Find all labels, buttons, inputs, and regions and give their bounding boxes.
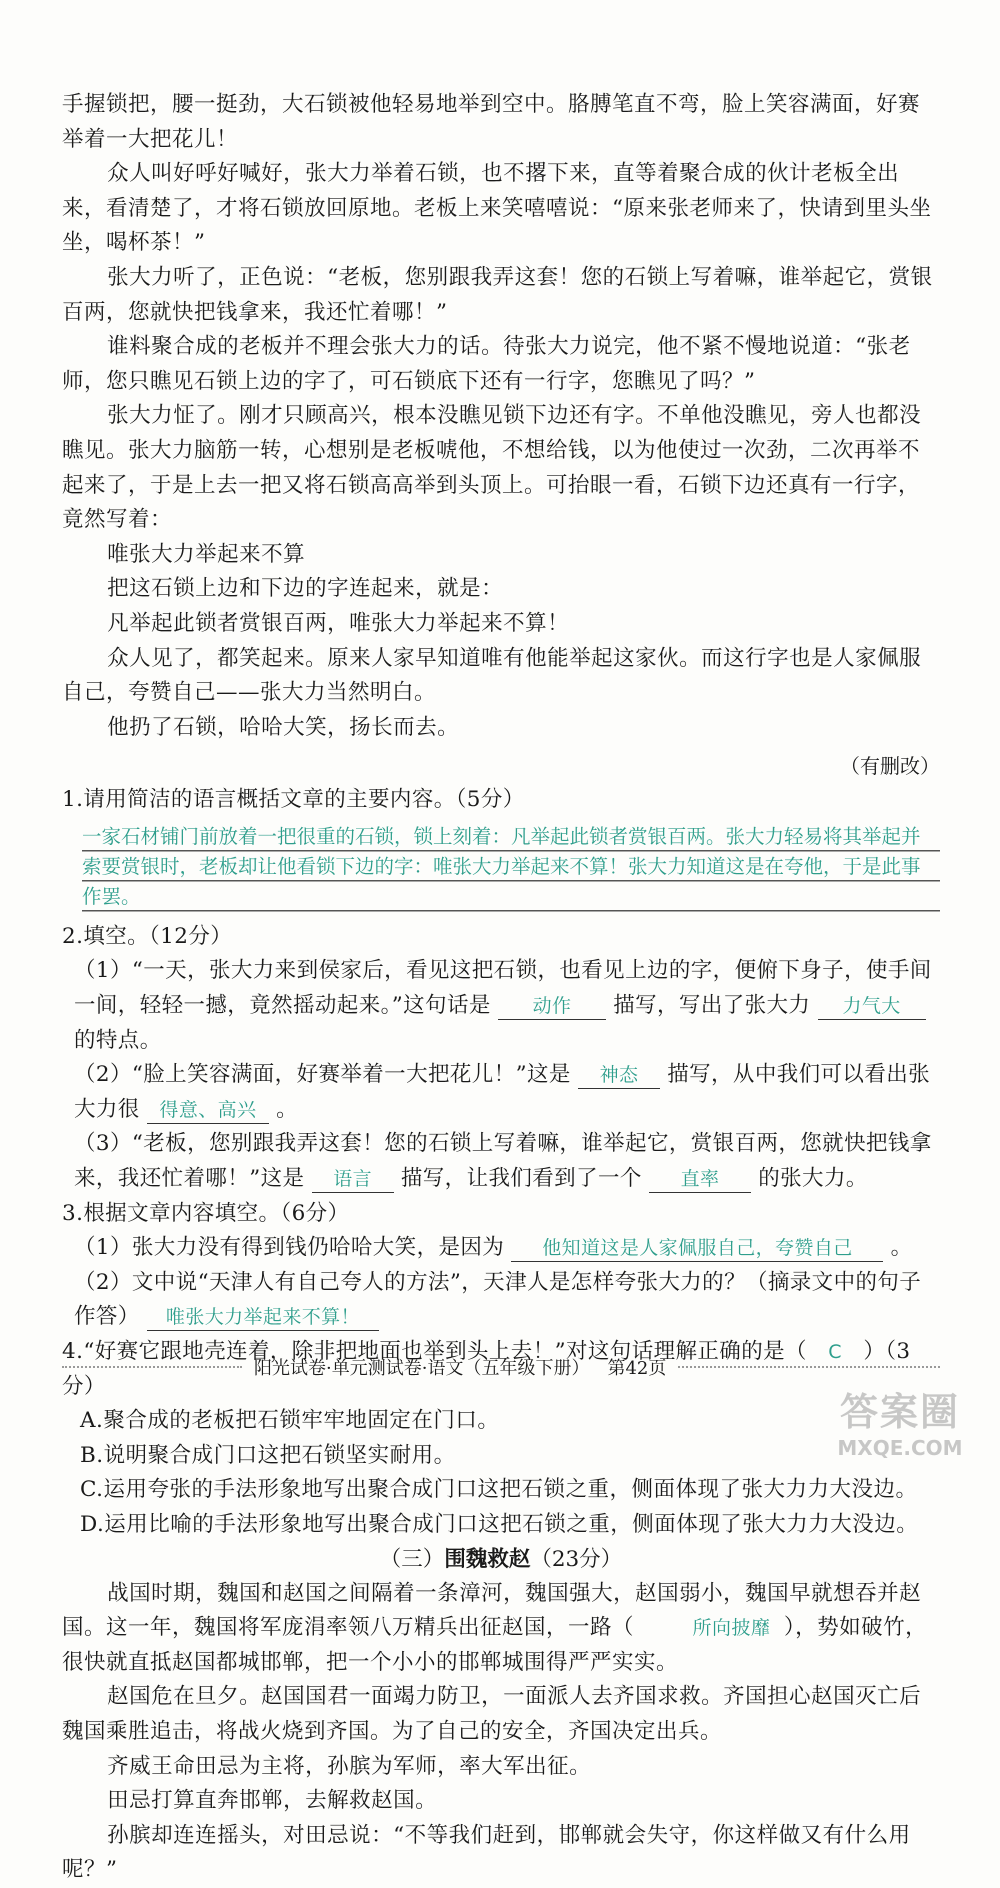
footer-title: 阳光试卷·单元测试卷·语文（五年级下册）: [254, 1358, 590, 1379]
q4-option-d[interactable]: D.运用比喻的手法形象地写出聚合成门口这把石锁之重，侧面体现了张大力力大没边。: [80, 1511, 919, 1537]
footer-page-number: 第42页: [607, 1358, 667, 1379]
watermark-logo: 答案圈: [839, 1389, 960, 1434]
q4-text-1: 4.“好赛它跟地壳连着，除非把地面也举到头上去！”对这句话理解正确的是（: [62, 1339, 807, 1364]
story-paragraph-7: 把这石锁上边和下边的字连起来，就是：: [107, 576, 504, 602]
q4-answer[interactable]: C: [828, 1341, 842, 1363]
q2-s3-text-1: （3）“老板，您别跟我弄这套！您的石锁上写着嘛，谁举起它，赏银百两，您就快把钱拿来，我还忙着哪！”这是: [74, 1131, 932, 1192]
section-3-score: （23分）: [530, 1546, 623, 1572]
q4-option-b[interactable]: B.说明聚合成门口这把石锁坚实耐用。: [80, 1442, 456, 1468]
story-paragraph-9: 众人见了，都笑起来。原来人家早知道唯有他能举起这家伙。而这行字也是人家佩服自己，夸赞自己——张大力当然明白。: [62, 645, 922, 706]
q2-s2-text-2: 描写，从中我们可以看出张大力很: [74, 1062, 931, 1122]
q2-s1-answer-1[interactable]: 动作: [498, 993, 606, 1020]
q2-s1-text-1: （1）“一天，张大力来到侯家后，看见这把石锁，也看见上边的字，便俯下身子，使手间一间，轻轻一撼，竟然摇动起来。”这句话是: [74, 958, 932, 1019]
q2-s3-answer-1[interactable]: 语言: [312, 1166, 394, 1193]
section-3-heading: 围魏救赵: [444, 1546, 531, 1572]
question-2-sub-2: [62, 1058, 940, 1127]
q2-s3-answer-2[interactable]: 直率: [649, 1166, 751, 1193]
revision-note: （有删改）: [840, 754, 940, 779]
q2-s1-text-2: 描写，写出了张大力: [613, 993, 811, 1019]
story-paragraph-6: 唯张大力举起来不算: [107, 541, 306, 567]
story-paragraph-1: 手握锁把，腰一挺劲，大石锁被他轻易地举到空中。胳膊笔直不弯，脸上笑容满面，好赛举着一大把花儿！: [62, 92, 921, 152]
q3-s2-text: （2）文中说“天津人有自己夸人的方法”，天津人是怎样夸张大力的？（摘录文中的句子作答）: [74, 1269, 922, 1330]
q2-s2-text-3: 。: [276, 1096, 299, 1122]
question-3-sub-1: [62, 1231, 940, 1266]
section-3: [62, 1543, 940, 1888]
q2-s1-answer-2[interactable]: 力气大: [818, 993, 926, 1020]
q2-s2-answer-1[interactable]: 神态: [578, 1062, 660, 1089]
story-paragraph-5: 张大力怔了。刚才只顾高兴，根本没瞧见锁下边还有字。不单他没瞧见，旁人也都没瞧见。张大力脑筋一转，心想别是老板唬他，不想给钱，以为他使过一次劲，二次再举不起来了，于是上去一把又将石锁高高举到头顶上。可抬眼一看，石锁下边还真有一行字，竟然写着：: [62, 403, 922, 533]
section-3-paragraph-1: [62, 1577, 940, 1681]
q4-option-c[interactable]: C.运用夸张的手法形象地写出聚合成门口这把石锁之重，侧面体现了张大力力大没边。: [80, 1477, 918, 1503]
q2-s3-text-2: 描写，让我们看到了一个: [400, 1166, 642, 1192]
s3-p1-text-1: 战国时期，魏国和赵国之间隔着一条漳河，魏国强大，赵国弱小，魏国早就想吞并赵国。这一年，魏国将军庞涓率领八万精兵出征赵国，一路（: [62, 1580, 922, 1641]
section-3-title: [62, 1543, 940, 1577]
q3-s2-answer[interactable]: 唯张大力举起来不算！: [147, 1304, 379, 1331]
page-content: [62, 88, 940, 1888]
story-paragraph-2: 众人叫好呼好喊好，张大力举着石锁，也不撂下来，直等着聚合成的伙计老板全出来，看清楚了，才将石锁放回原地。老板上来笑嘻嘻说：“原来张老师来了，快请到里头坐坐，喝杯茶！”: [62, 161, 932, 256]
q2-s1-text-3: 的特点。: [74, 1027, 162, 1053]
watermark: [820, 1380, 980, 1460]
q3-s1-text-2: 。: [890, 1235, 913, 1261]
story-paragraph-4: 谁料聚合成的老板并不理会张大力的话。待张大力说完，他不紧不慢地说道：“张老师，您只瞧见石锁上边的字了，可石锁底下还有一行字，您瞧见了吗？”: [62, 334, 911, 394]
section-3-number: （三）: [379, 1546, 445, 1572]
section-3-paragraph-5: 孙膑却连连摇头，对田忌说：“不等我们赶到，邯郸就会失守，你这样做又有什么用呢？”: [62, 1822, 911, 1883]
section-3-paragraph-2: 赵国危在旦夕。赵国国君一面竭力防卫，一面派人去齐国求救。齐国担心赵国灭亡后魏国乘胜追击，将战火烧到齐国。为了自己的安全，齐国决定出兵。: [62, 1684, 922, 1744]
s3-p1-answer[interactable]: 所向披靡: [692, 1617, 771, 1640]
q2-s2-answer-2[interactable]: 得意、高兴: [147, 1097, 269, 1124]
q3-s1-answer[interactable]: 他知道这是人家佩服自己，夸赞自己: [511, 1235, 883, 1262]
footer-dots-right: [678, 1366, 940, 1368]
footer-dots-left: [62, 1366, 242, 1368]
story-section: [62, 88, 940, 783]
question-1-answer[interactable]: 一家石材铺门前放着一把很重的石锁，锁上刻着：凡举起此锁者赏银百两。张大力轻易将其举起并索要赏银时，老板却让他看锁下边的字：唯张大力举起来不算！张大力知道这是在夸他，于是此事作罢。: [82, 822, 940, 912]
page-footer: [62, 1352, 940, 1382]
q2-s2-text-1: （2）“脸上笑容满面，好赛举着一大把花儿！”这是: [74, 1062, 571, 1088]
question-3: [62, 1197, 940, 1335]
question-3-sub-2: [62, 1266, 940, 1335]
question-2: [62, 920, 940, 1197]
question-1: [62, 783, 940, 912]
watermark-url: MXQE.COM: [837, 1435, 963, 1460]
story-paragraph-8: 凡举起此锁者赏银百两，唯张大力举起来不算！: [107, 610, 570, 636]
story-paragraph-10: 他扔了石锁，哈哈大笑，扬长而去。: [107, 714, 460, 740]
section-3-paragraph-3: 齐威王命田忌为主将，孙膑为军师，率大军出征。: [107, 1753, 592, 1779]
s3-p1-text-2: ），势如破竹，很快就直抵赵国都城邯郸，把一个小小的邯郸城围得严严实实。: [62, 1615, 928, 1675]
q4-text-2: ）（3分）: [62, 1339, 911, 1399]
q2-s3-text-3: 的张大力。: [758, 1166, 868, 1192]
q4-options: [62, 1404, 940, 1542]
question-1-label: 1.请用简洁的语言概括文章的主要内容。（5分）: [62, 787, 525, 813]
q4-option-a[interactable]: A.聚合成的老板把石锁牢牢地固定在门口。: [80, 1408, 500, 1434]
question-2-label: 2.填空。（12分）: [62, 923, 233, 949]
section-3-paragraph-4: 田忌打算直奔邯郸，去解救赵国。: [107, 1788, 438, 1814]
question-3-label: 3.根据文章内容填空。（6分）: [62, 1200, 350, 1226]
story-paragraph-3: 张大力听了，正色说：“老板，您别跟我弄这套！您的石锁上写着嘛，谁举起它，赏银百两，您就快把钱拿来，我还忙着哪！”: [62, 264, 933, 325]
question-2-sub-1: [62, 954, 940, 1058]
q3-s1-text-1: （1）张大力没有得到钱仍哈哈大笑，是因为: [74, 1235, 505, 1261]
question-2-sub-3: [62, 1127, 940, 1196]
